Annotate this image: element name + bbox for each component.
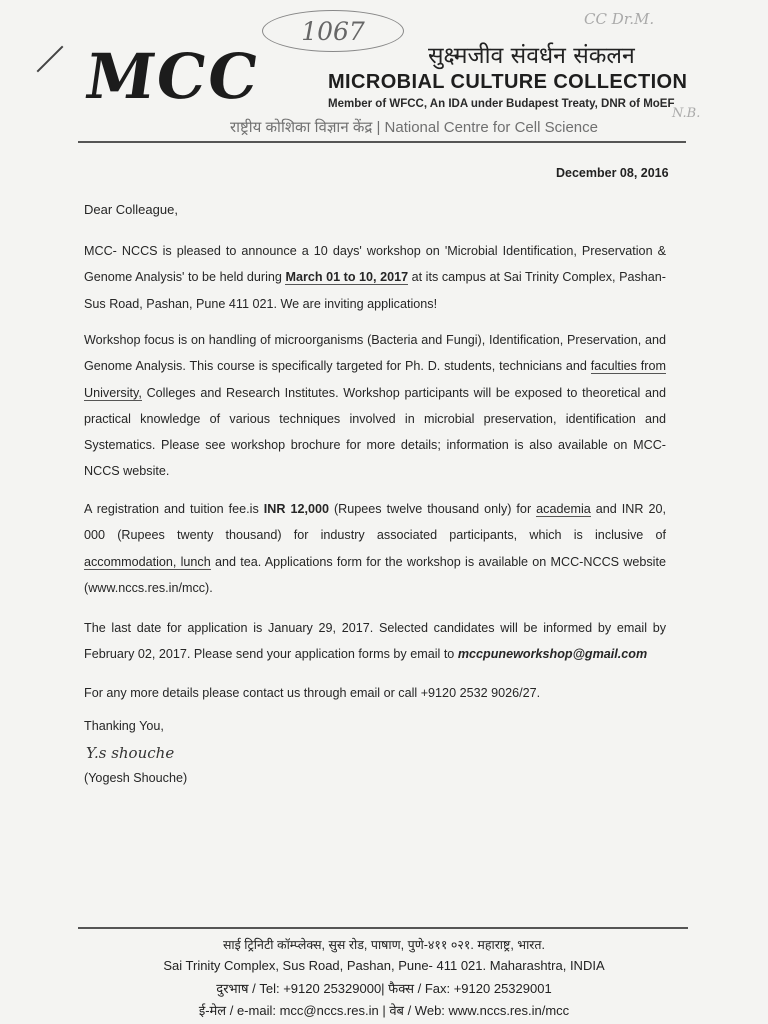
org-title: MICROBIAL CULTURE COLLECTION [328, 71, 688, 93]
underlined-faculties: faculties from University, [84, 359, 666, 400]
footer-address: Sai Trinity Complex, Sus Road, Pashan, Pune- 411 021. Maharashtra, INDIA [163, 958, 605, 973]
workshop-dates: March 01 to 10, 2017 [285, 270, 409, 285]
footer-web: ई-मेल / e-mail: mcc@nccs.res.in | वेब / Web: www.nccs.res.in/mcc [198, 1003, 570, 1018]
centre-line: राष्ट्रीय कोशिका विज्ञान केंद्र | National Centre for Cell Science [230, 119, 598, 136]
mcc-logo: MCC [80, 40, 265, 113]
salutation: Dear Colleague, [84, 202, 178, 217]
logo-mark [37, 46, 64, 73]
footer-phone: दुरभाष / Tel: +9120 25329000| फैक्स / Fax: +9120 25329001 [216, 981, 552, 996]
paragraph-fees: A registration and tuition fee.is INR 12,000 (Rupees twelve thousand only) for academia and INR 20, 000 (Rupees twenty thousand) for industry associated participants, which is inclusive of accommodation, lunch and tea. Applications form for the workshop is available on MCC-NCCS website (www.nccs.res.in/mcc). [84, 502, 666, 595]
footer-hindi-address: साई ट्रिनिटी कॉम्प्लेक्स, सुस रोड, पाषाण, पुणे-४११ ०२१. महाराष्ट्र, भारत. [222, 938, 546, 952]
paragraph-deadline: The last date for application is January 29, 2017. Selected candidates will be informed by email by February 02, 2017. Please send your application forms by email to mccpuneworkshop@gmail.com [84, 621, 666, 662]
membership-line: Member of WFCC, An IDA under Budapest Treaty, DNR of MoEF [328, 98, 675, 110]
workshop-email: mccpuneworkshop@gmail.com [457, 647, 648, 662]
handwritten-margin-note-2: N.B. [672, 106, 701, 121]
signature: Y.s shouche [86, 744, 175, 762]
handwritten-margin-note: CC Dr.M. [584, 10, 655, 28]
letter-date: December 08, 2016 [556, 166, 669, 180]
hindi-org-title: सुक्ष्मजीव संवर्धन संकलन [428, 43, 635, 69]
footer-divider [78, 927, 688, 929]
signer-name: (Yogesh Shouche) [84, 771, 188, 785]
closing: Thanking You, [84, 719, 164, 733]
fee-amount: INR 12,000 [263, 502, 329, 516]
paragraph-focus: Workshop focus is on handling of microorganisms (Bacteria and Fungi), Identification, Preservation, and Genome Analysis. This course is specifically targeted for Ph. D. students, technicians and faculties from University, Colleges and Research Institutes. Workshop participants will be exposed to theoretical and practical knowledge of various techniques involved in microbial preservation, identification and Systematics. Please see workshop brochure for more details; information is also available on MCC-NCCS website. [84, 333, 666, 479]
paragraph-contact: For any more details please contact us through email or call +9120 2532 9026/27. [84, 686, 541, 700]
paragraph-announcement: MCC- NCCS is pleased to announce a 10 days' workshop on 'Microbial Identification, Preservation & Genome Analysis' to be held during March 01 to 10, 2017 at its campus at Sai Trinity Complex, Pashan-Sus Road, Pashan, Pune 411 021. We are inviting applications! [84, 244, 666, 311]
handwritten-circled-number: 1067 [262, 10, 404, 52]
header-divider [78, 141, 686, 143]
